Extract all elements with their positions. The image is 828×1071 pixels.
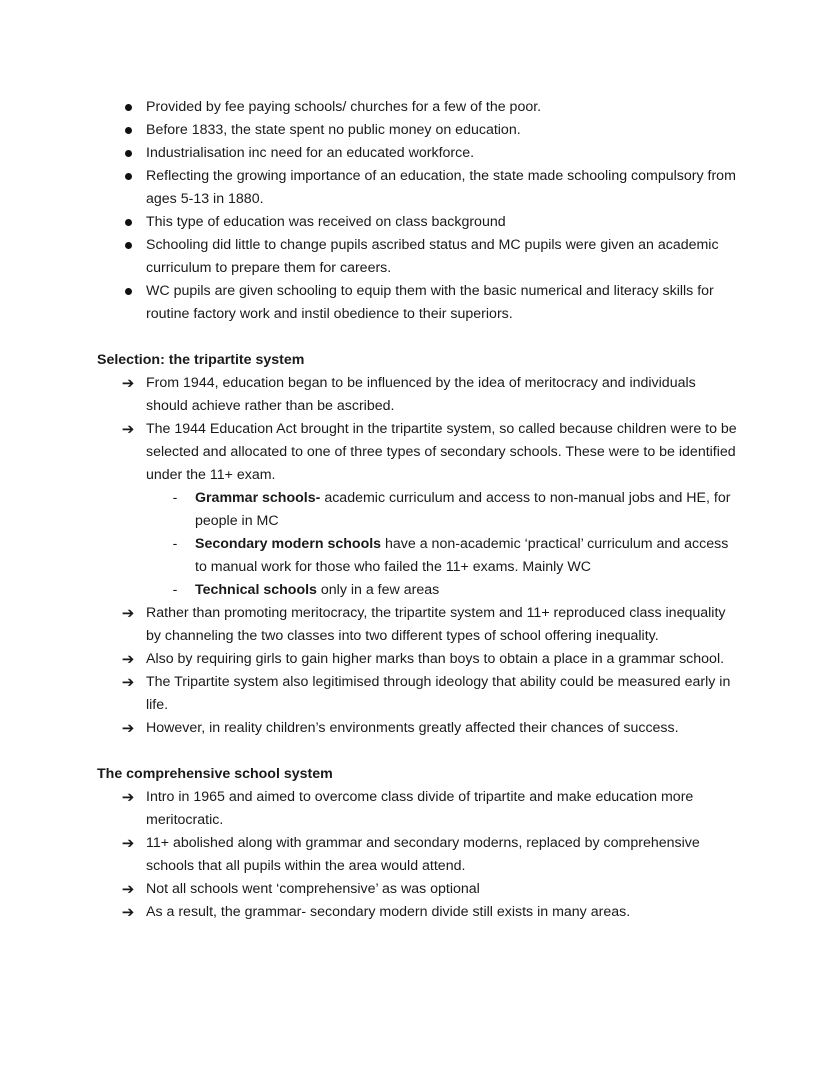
arrow-right-icon: ➔ (121, 420, 135, 438)
list-item: ➔ As a result, the grammar- secondary modern divide still exists in many areas. (0, 901, 828, 924)
bullet-icon (118, 142, 138, 165)
tripartite-points-continued (0, 602, 828, 740)
bullet-icon (118, 234, 138, 257)
intro-bullet-list (0, 96, 828, 326)
bullet-icon (118, 165, 138, 188)
arrow-right-icon: ➔ (121, 604, 135, 622)
list-item: ➔ From 1944, education began to be influenced by the idea of meritocracy and individuals should achieve rather than be ascribed. (0, 372, 828, 418)
list-item: Schooling did little to change pupils ascribed status and MC pupils were given an academic curriculum to prepare them for careers. (0, 234, 828, 280)
section-heading-comprehensive: The comprehensive school system (97, 766, 333, 782)
list-item: ➔ Not all schools went ‘comprehensive’ as was optional (0, 878, 828, 901)
dash-marker: - (172, 490, 178, 506)
arrow-right-icon: ➔ (121, 880, 135, 898)
dash-marker: - (172, 536, 178, 552)
bullet-icon (118, 96, 138, 119)
document-page (0, 96, 828, 924)
comprehensive-points (0, 786, 828, 924)
bullet-icon (118, 119, 138, 142)
list-item: Before 1833, the state spent no public money on education. (0, 119, 828, 142)
list-item: ➔ However, in reality children’s environments greatly affected their chances of success. (0, 717, 828, 740)
sub-list-item: - Secondary modern schools have a non-academic ‘practical’ curriculum and access to manual work for those who failed the 11+ exams. Mainly WC (0, 533, 828, 579)
section-heading-tripartite: Selection: the tripartite system (97, 352, 305, 368)
arrow-right-icon: ➔ (121, 719, 135, 737)
dash-marker: - (172, 582, 178, 598)
arrow-right-icon: ➔ (121, 788, 135, 806)
sub-list-item: - Grammar schools- academic curriculum and access to non-manual jobs and HE, for people in MC (0, 487, 828, 533)
sub-list-item: - Technical schools only in a few areas (0, 579, 828, 602)
bullet-icon (118, 280, 138, 303)
school-types-sublist (0, 487, 828, 602)
list-item: WC pupils are given schooling to equip them with the basic numerical and literacy skills for routine factory work and instil obedience to their superiors. (0, 280, 828, 326)
list-item: ➔ 11+ abolished along with grammar and secondary moderns, replaced by comprehensive schools that all pupils within the area would attend. (0, 832, 828, 878)
list-item: ➔ The 1944 Education Act brought in the tripartite system, so called because children were to be selected and allocated to one of three types of secondary schools. These were to be identified under the 11+ exam. (0, 418, 828, 487)
tripartite-points (0, 372, 828, 487)
list-item: ➔ The Tripartite system also legitimised through ideology that ability could be measured early in life. (0, 671, 828, 717)
list-item: Provided by fee paying schools/ churches for a few of the poor. (0, 96, 828, 119)
arrow-right-icon: ➔ (121, 834, 135, 852)
arrow-right-icon: ➔ (121, 673, 135, 691)
arrow-right-icon: ➔ (121, 374, 135, 392)
list-item: Reflecting the growing importance of an education, the state made schooling compulsory from ages 5-13 in 1880. (0, 165, 828, 211)
arrow-right-icon: ➔ (121, 903, 135, 921)
list-item: This type of education was received on class background (0, 211, 828, 234)
list-item: ➔ Intro in 1965 and aimed to overcome class divide of tripartite and make education more meritocratic. (0, 786, 828, 832)
arrow-right-icon: ➔ (121, 650, 135, 668)
list-item: ➔ Also by requiring girls to gain higher marks than boys to obtain a place in a grammar school. (0, 648, 828, 671)
list-item: ➔ Rather than promoting meritocracy, the tripartite system and 11+ reproduced class inequality by channeling the two classes into two different types of school offering inequality. (0, 602, 828, 648)
list-item: Industrialisation inc need for an educated workforce. (0, 142, 828, 165)
bullet-icon (118, 211, 138, 234)
